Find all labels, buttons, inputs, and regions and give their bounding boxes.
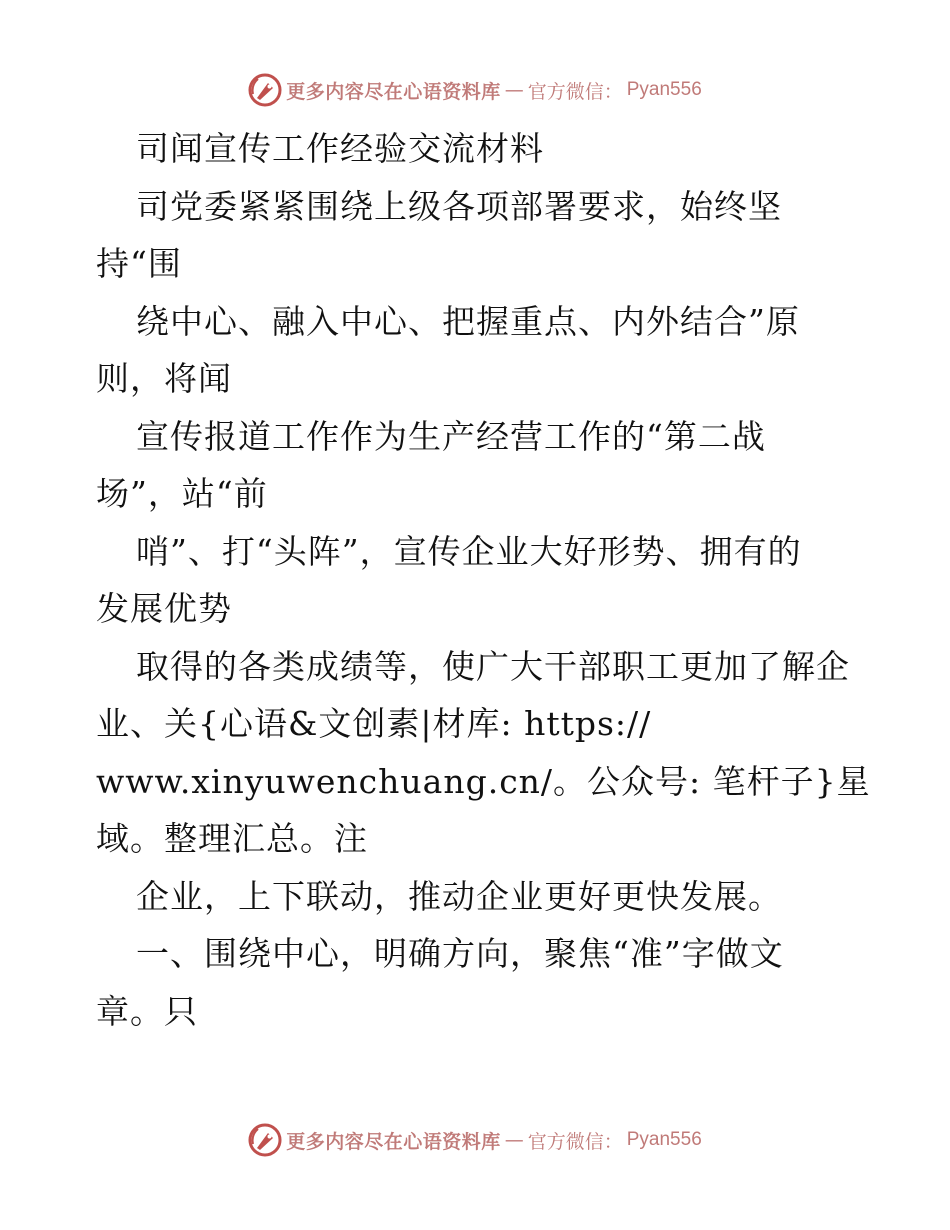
header-banner [0,70,950,110]
text-line: 域。整理汇总。注 [96,819,368,858]
banner-wechat-label: 官方微信： [527,1130,623,1153]
text-line: 绕中心、融入中心、把握重点、内外结合”原 [136,301,800,341]
banner-wechat-id: Pyan556 [626,79,702,100]
text-line: 则，将闻 [96,359,232,398]
text-line: 取得的各类成绩等，使广大干部职工更加了解企 [136,646,850,686]
text-line: 企业，上下联动，推动企业更好更快发展。 [136,876,782,916]
text-line: 哨”、打“头阵”，宣传企业大好形势、拥有的 [136,531,802,571]
footer-banner-content [248,1123,702,1157]
pen-nib-logo-icon [248,73,282,107]
pen-nib-logo-icon [248,1123,282,1157]
banner-main-text: 更多内容尽在心语资料库 [286,1130,501,1153]
banner-separator: — [504,79,524,101]
header-banner-content [248,73,702,107]
banner-main-text: 更多内容尽在心语资料库 [286,80,501,103]
banner-wechat-id: Pyan556 [626,1129,702,1150]
text-line: 司党委紧紧围绕上级各项部署要求，始终坚 [136,186,782,226]
document-body [96,120,876,1040]
text-line: www.xinyuwenchuang.cn/。公众号: 笔杆子}星 [96,761,871,801]
text-line: 章。只 [96,991,198,1031]
text-line: 场”，站“前 [96,474,268,513]
banner-separator: — [504,1129,524,1151]
text-line: 持“围 [96,244,182,283]
text-line: 宣传报道工作作为生产经营工作的“第二战 [136,416,766,456]
document-title: 司闻宣传工作经验交流材料 [136,129,544,168]
text-line: 业、关{心语&文创素|材库: https:// [96,704,652,743]
section-heading-line: 一、围绕中心，明确方向，聚焦“准”字做文 [136,934,784,973]
footer-banner [0,1120,950,1160]
banner-wechat-label: 官方微信： [527,80,623,103]
text-line: 发展优势 [96,589,232,628]
